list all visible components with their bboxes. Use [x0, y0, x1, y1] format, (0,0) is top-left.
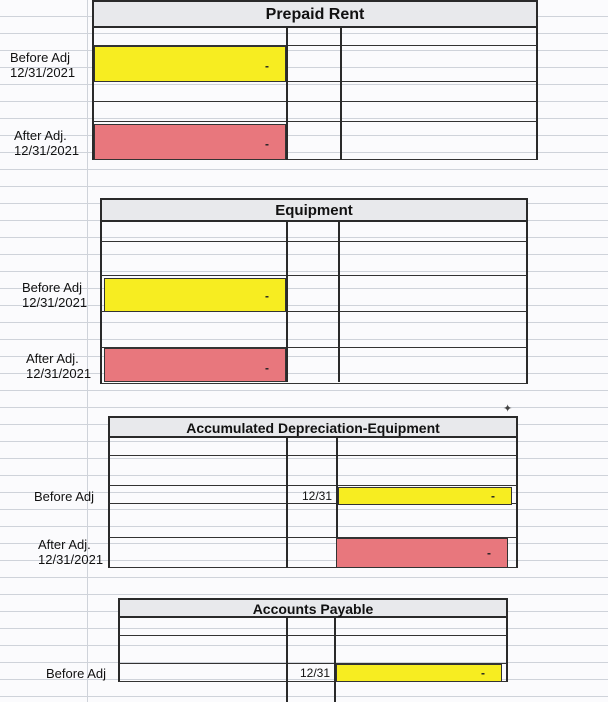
accumulated-depreciation-row[interactable] — [108, 438, 518, 456]
prepaid-rent-title: Prepaid Rent — [92, 0, 538, 28]
prepaid-rent-row[interactable] — [92, 28, 538, 46]
t-account-divider — [286, 438, 288, 568]
equipment-before-adj-label: Before Adj 12/31/2021 — [22, 280, 88, 310]
t-account-divider — [334, 618, 336, 702]
t-account-divider — [340, 28, 342, 160]
accumulated-depreciation-row[interactable] — [108, 504, 518, 538]
equipment-after-adj-cell[interactable] — [104, 348, 286, 382]
accounts-payable-before-adj-label: Before Adj — [46, 666, 106, 681]
prepaid-rent-before-adj-label: Before Adj 12/31/2021 — [10, 50, 76, 80]
t-account-divider — [286, 28, 288, 160]
t-account-divider — [338, 222, 340, 382]
equipment-row[interactable] — [100, 312, 528, 348]
accumulated-depreciation-row[interactable] — [108, 456, 518, 486]
accumulated-depreciation-after-adj-label: After Adj. 12/31/2021 — [38, 537, 104, 567]
dash-value: - — [481, 666, 485, 680]
dash-value: - — [265, 289, 269, 303]
dash-value: - — [265, 361, 269, 375]
accounts-payable-t-account — [118, 598, 508, 702]
dash-value: - — [265, 59, 269, 73]
accounts-payable-date: 12/31 — [299, 666, 330, 680]
equipment-title: Equipment — [100, 198, 528, 222]
prepaid-rent-before-adj-cell[interactable] — [94, 46, 286, 82]
prepaid-rent-row[interactable] — [92, 82, 538, 102]
dash-value: - — [265, 137, 269, 151]
accumulated-depreciation-before-adj-label: Before Adj — [34, 489, 94, 504]
t-account-divider — [286, 618, 288, 702]
accounts-payable-row[interactable] — [118, 636, 508, 664]
accumulated-depreciation-date: 12/31 — [301, 489, 332, 503]
accounts-payable-title: Accounts Payable — [118, 598, 508, 618]
equipment-after-adj-label: After Adj. 12/31/2021 — [26, 351, 92, 381]
equipment-row[interactable] — [100, 242, 528, 276]
prepaid-rent-after-adj-label: After Adj. 12/31/2021 — [14, 128, 80, 158]
prepaid-rent-after-adj-cell[interactable] — [94, 124, 286, 160]
accounts-payable-before-adj-cell[interactable] — [336, 664, 502, 682]
t-account-divider — [286, 222, 288, 382]
dash-value: - — [487, 546, 491, 560]
dash-value: - — [491, 489, 495, 503]
accounts-payable-row[interactable] — [118, 618, 508, 636]
accumulated-depreciation-title: Accumulated Depreciation-Equipment — [108, 416, 518, 438]
prepaid-rent-row[interactable] — [92, 102, 538, 122]
accumulated-depreciation-after-adj-cell[interactable] — [336, 538, 508, 568]
accumulated-depreciation-before-adj-cell[interactable] — [338, 487, 512, 505]
equipment-before-adj-cell[interactable] — [104, 278, 286, 312]
pointer-icon: ✦ — [503, 403, 513, 415]
equipment-row[interactable] — [100, 222, 528, 242]
